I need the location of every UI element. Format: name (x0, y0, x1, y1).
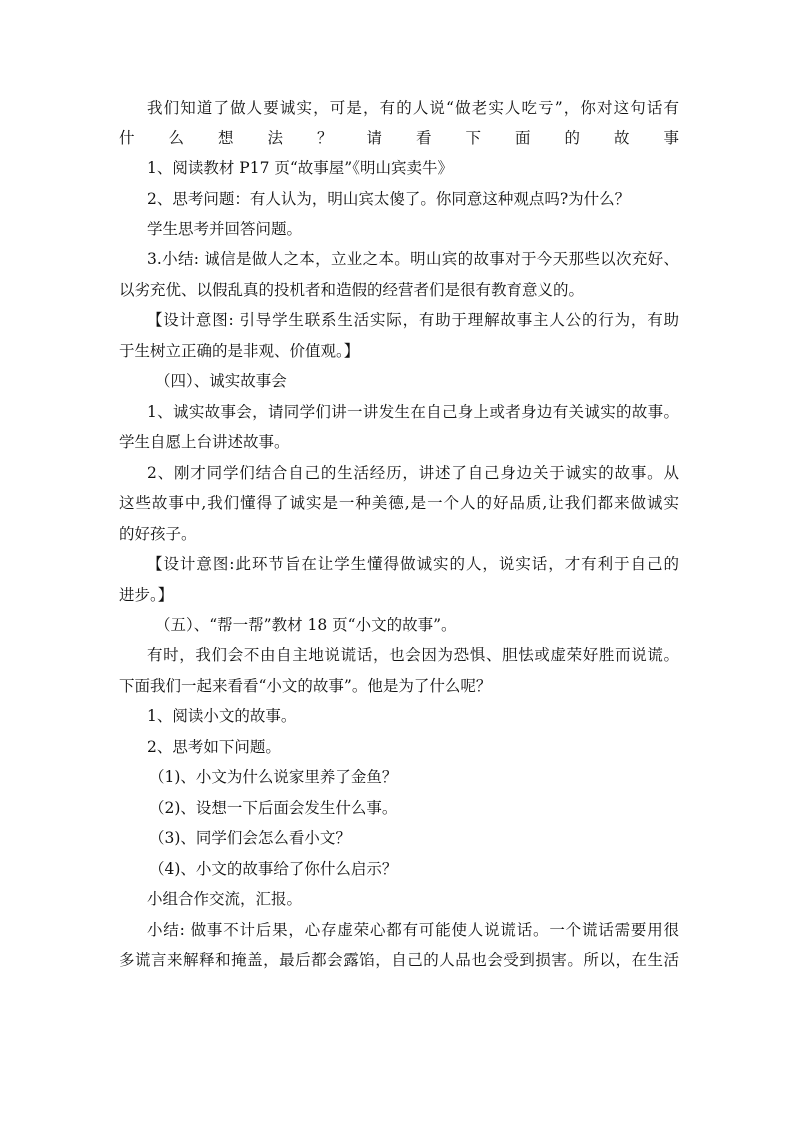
paragraph-line: 什么想法？请看下面的故事 (119, 129, 679, 147)
paragraph-line: 2、思考问题：有人认为，明山宾太傻了。你同意这种观点吗?为什么？ (147, 190, 631, 208)
section-heading: （四）、诚实故事会 (155, 372, 287, 390)
paragraph-line: 学生思考并回答问题。 (147, 220, 303, 238)
paragraph-line: 以劣充优、以假乱真的投机者和造假的经营者们是很有教育意义的。 (119, 281, 585, 299)
section-heading: （五）、“帮一帮”教材 18 页“小文的故事”。 (155, 616, 457, 634)
paragraph-line: 的好孩子。 (119, 525, 197, 543)
question-item: （1)、小文为什么说家里养了金鱼？ (149, 768, 398, 786)
paragraph-line: 2、思考如下问题。 (147, 738, 281, 756)
question-item: （2)、设想一下后面会发生什么事。 (149, 799, 398, 817)
paragraph-line: 下面我们一起来看看“小文的故事”。他是为了什么呢？ (119, 677, 492, 695)
paragraph-line: 3.小结: 诚信是做人之本，立业之本。明山宾的故事对于今天那些以次充好、 (147, 250, 679, 268)
paragraph-line: 我们知道了做人要诚实，可是，有的人说“做老实人吃亏”，你对这句话有 (147, 99, 679, 117)
paragraph-line: 1、阅读教材 P17 页“故事屋”《明山宾卖牛》 (147, 159, 453, 177)
paragraph-line: 学生自愿上台讲述故事。 (119, 433, 290, 451)
paragraph-line: 小组合作交流，汇报。 (147, 890, 303, 908)
design-intent-line: 【设计意图: 引导学生联系生活实际，有助于理解故事主人公的行为，有助 (147, 311, 679, 329)
paragraph-line: 1、诚实故事会，请同学们讲一讲发生在自己身上或者身边有关诚实的故事。 (147, 403, 679, 421)
paragraph-line: 小结: 做事不计后果，心存虚荣心都有可能使人说谎话。一个谎话需要用很 (147, 921, 679, 939)
design-intent-line: 【设计意图:此环节旨在让学生懂得做诚实的人，说实话，才有利于自己的 (147, 555, 679, 573)
paragraph-line: 有时，我们会不由自主地说谎话，也会因为恐惧、胆怯或虚荣好胜而说谎。 (147, 646, 679, 664)
design-intent-line: 进步。】 (119, 586, 174, 604)
paragraph-line: 2、刚才同学们结合自己的生活经历，讲述了自己身边关于诚实的故事。从 (147, 464, 679, 482)
question-item: （4)、小文的故事给了你什么启示？ (149, 860, 398, 878)
question-item: （3)、同学们会怎么看小文？ (149, 829, 351, 847)
design-intent-line: 于生树立正确的是非观、价值观。】 (119, 342, 360, 360)
paragraph-line: 多谎言来解释和掩盖，最后都会露馅，自己的人品也会受到损害。所以，在生活 (119, 951, 679, 969)
paragraph-line: 这些故事中,我们懂得了诚实是一种美德,是一个人的好品质,让我们都来做诚实 (119, 494, 679, 512)
paragraph-line: 1、阅读小文的故事。 (147, 707, 297, 725)
